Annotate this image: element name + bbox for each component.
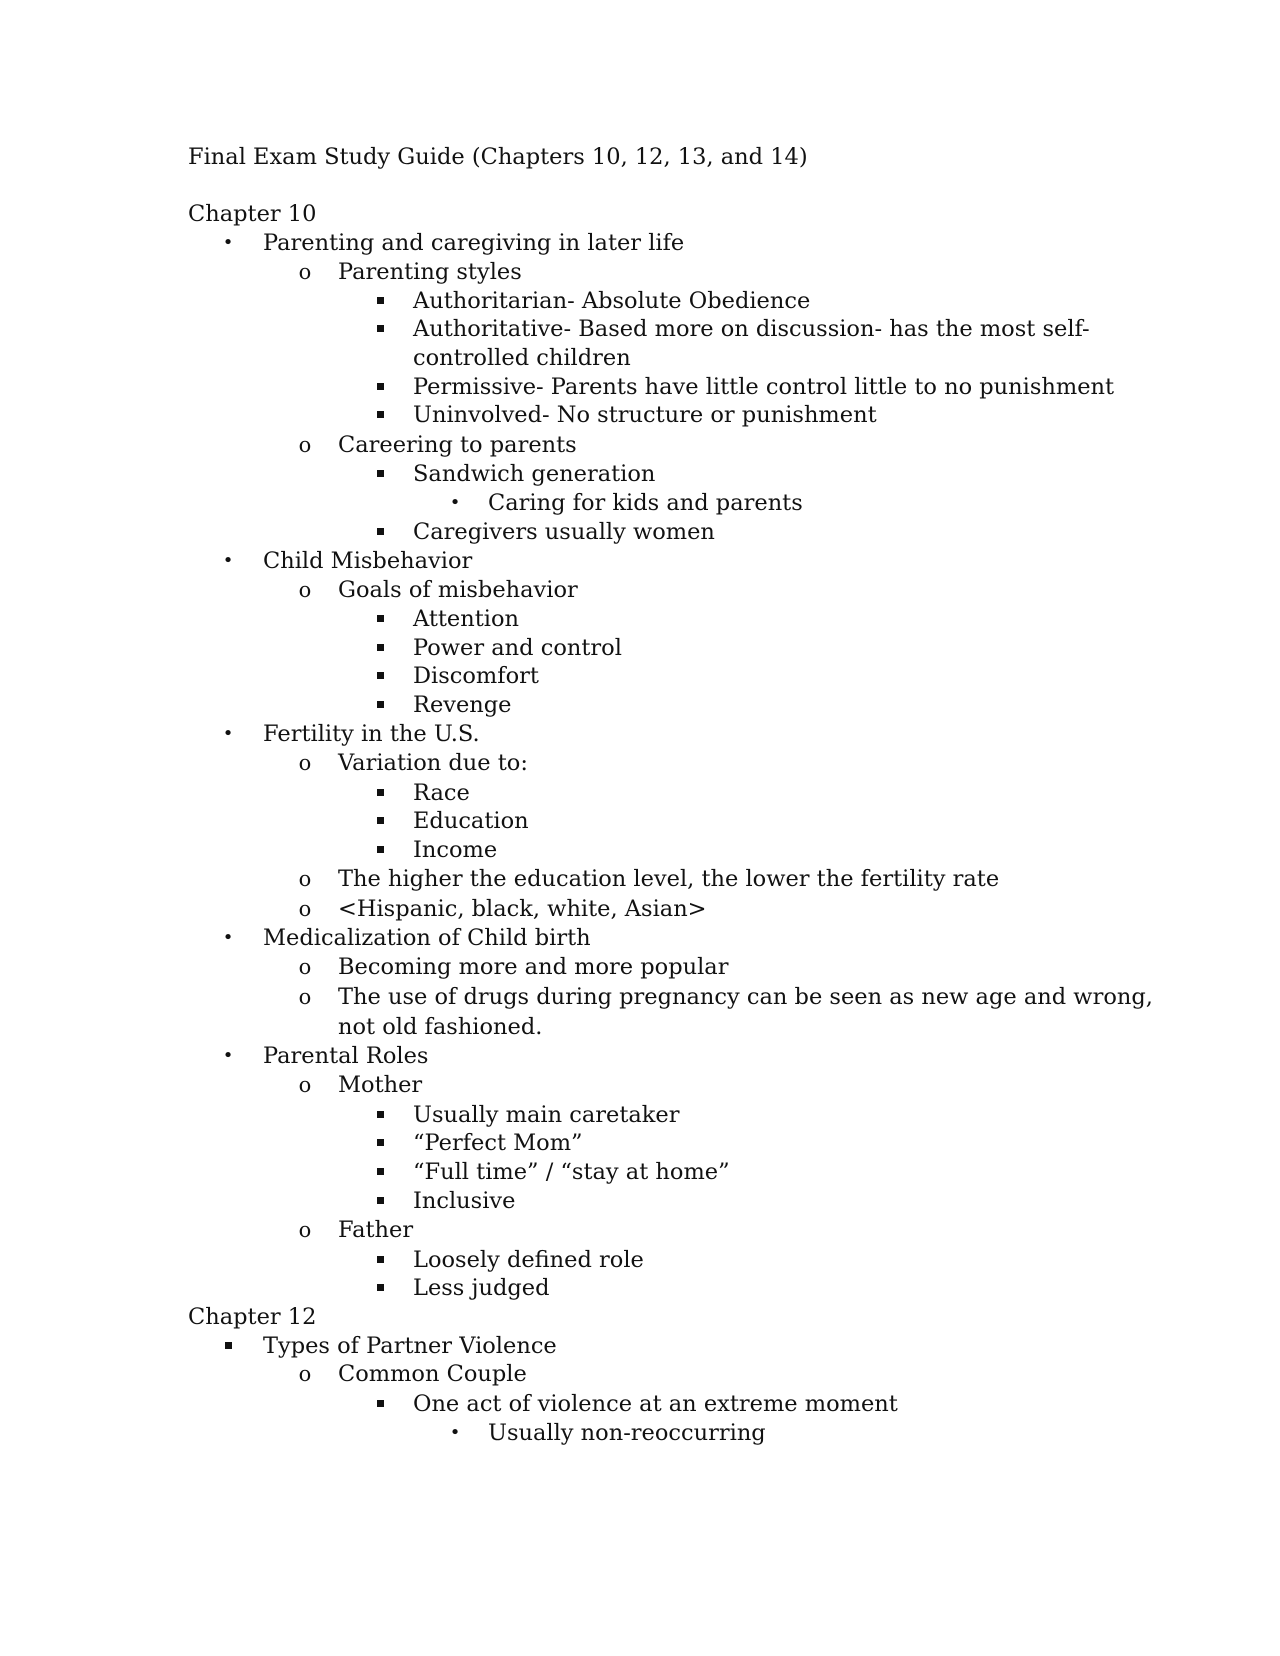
list-item-text: Caring for kids and parents (488, 490, 803, 516)
square-bullet-icon (218, 1332, 238, 1360)
circle-bullet-icon: o (298, 260, 312, 284)
square-bullet-icon (370, 779, 390, 807)
list-item-text: Loosely defined role (413, 1247, 644, 1273)
square-bullet-icon (370, 691, 390, 719)
list-item-text: Inclusive (413, 1188, 516, 1214)
square-bullet-icon (370, 662, 390, 690)
square-bullet-icon (370, 1246, 390, 1274)
list-item-text: Common Couple (338, 1361, 527, 1387)
list-item-text: Authoritarian- Absolute Obedience (413, 288, 811, 314)
square-bullet-icon (370, 373, 390, 401)
square-bullet-icon (370, 807, 390, 835)
circle-bullet-icon: o (298, 1362, 312, 1386)
list-item-text: Goals of misbehavior (338, 577, 578, 603)
circle-bullet-icon: o (298, 1218, 312, 1242)
document-title: Final Exam Study Guide (Chapters 10, 12, 13, and 14) (188, 144, 808, 170)
list-item-text: Parenting styles (338, 259, 522, 285)
list-item-text: Medicalization of Child birth (263, 925, 591, 951)
bullet-icon: • (449, 1422, 461, 1443)
list-item-text: Discomfort (413, 663, 539, 689)
list-item-text: Usually non-reoccurring (488, 1420, 766, 1446)
list-item-text: Authoritative- Based more on discussion- has the most self- (413, 316, 1090, 342)
chapter-12-heading: Chapter 12 (188, 1304, 317, 1330)
circle-bullet-icon: o (298, 578, 312, 602)
list-item-text: Power and control (413, 635, 622, 661)
bullet-icon: • (222, 232, 234, 253)
square-bullet-icon (370, 518, 390, 546)
circle-bullet-icon: o (298, 433, 312, 457)
square-bullet-icon (370, 1129, 390, 1157)
list-item-text: Uninvolved- No structure or punishment (413, 402, 877, 428)
list-item-text: One act of violence at an extreme moment (413, 1391, 898, 1417)
bullet-icon: • (449, 492, 461, 513)
list-item-text: Child Misbehavior (263, 548, 473, 574)
square-bullet-icon (370, 287, 390, 315)
bullet-icon: • (222, 550, 234, 571)
list-item-text: “Perfect Mom” (413, 1130, 583, 1156)
list-item-text: Permissive- Parents have little control little to no punishment (413, 374, 1115, 400)
bullet-icon: • (222, 723, 234, 744)
list-item-text: Less judged (413, 1275, 550, 1301)
list-item-text: The use of drugs during pregnancy can be seen as new age and wrong, (338, 984, 1153, 1010)
bullet-icon: • (222, 1045, 234, 1066)
circle-bullet-icon: o (298, 985, 312, 1009)
square-bullet-icon (370, 836, 390, 864)
list-item-text: <Hispanic, black, white, Asian> (338, 896, 707, 922)
square-bullet-icon (370, 460, 390, 488)
square-bullet-icon (370, 1274, 390, 1302)
circle-bullet-icon: o (298, 897, 312, 921)
list-item-text: Caregivers usually women (413, 519, 715, 545)
circle-bullet-icon: o (298, 751, 312, 775)
square-bullet-icon (370, 1390, 390, 1418)
list-item-text: Fertility in the U.S. (263, 721, 480, 747)
list-item-text: Income (413, 837, 498, 863)
list-item-text: Education (413, 808, 529, 834)
list-item-text: Revenge (413, 692, 512, 718)
bullet-icon: • (222, 927, 234, 948)
list-item-text: Sandwich generation (413, 461, 656, 487)
list-item-continuation: not old fashioned. (338, 1014, 543, 1040)
square-bullet-icon (370, 1187, 390, 1215)
list-item-text: “Full time” / “stay at home” (413, 1159, 730, 1185)
square-bullet-icon (370, 634, 390, 662)
list-item-text: Parenting and caregiving in later life (263, 230, 685, 256)
chapter-10-heading: Chapter 10 (188, 201, 317, 227)
list-item-text: The higher the education level, the lower the fertility rate (338, 866, 1000, 892)
list-item-text: Race (413, 780, 470, 806)
list-item-text: Types of Partner Violence (263, 1333, 557, 1359)
list-item-text: Careering to parents (338, 432, 577, 458)
square-bullet-icon (370, 605, 390, 633)
square-bullet-icon (370, 1101, 390, 1129)
list-item-text: Usually main caretaker (413, 1102, 680, 1128)
list-item-text: Father (338, 1217, 414, 1243)
list-item-text: Parental Roles (263, 1043, 429, 1069)
circle-bullet-icon: o (298, 955, 312, 979)
list-item-text: Variation due to: (338, 750, 528, 776)
list-item-text: Mother (338, 1072, 423, 1098)
list-item-text: Becoming more and more popular (338, 954, 729, 980)
list-item-continuation: controlled children (413, 345, 631, 371)
square-bullet-icon (370, 1158, 390, 1186)
square-bullet-icon (370, 401, 390, 429)
circle-bullet-icon: o (298, 867, 312, 891)
circle-bullet-icon: o (298, 1073, 312, 1097)
square-bullet-icon (370, 315, 390, 343)
list-item-text: Attention (413, 606, 520, 632)
